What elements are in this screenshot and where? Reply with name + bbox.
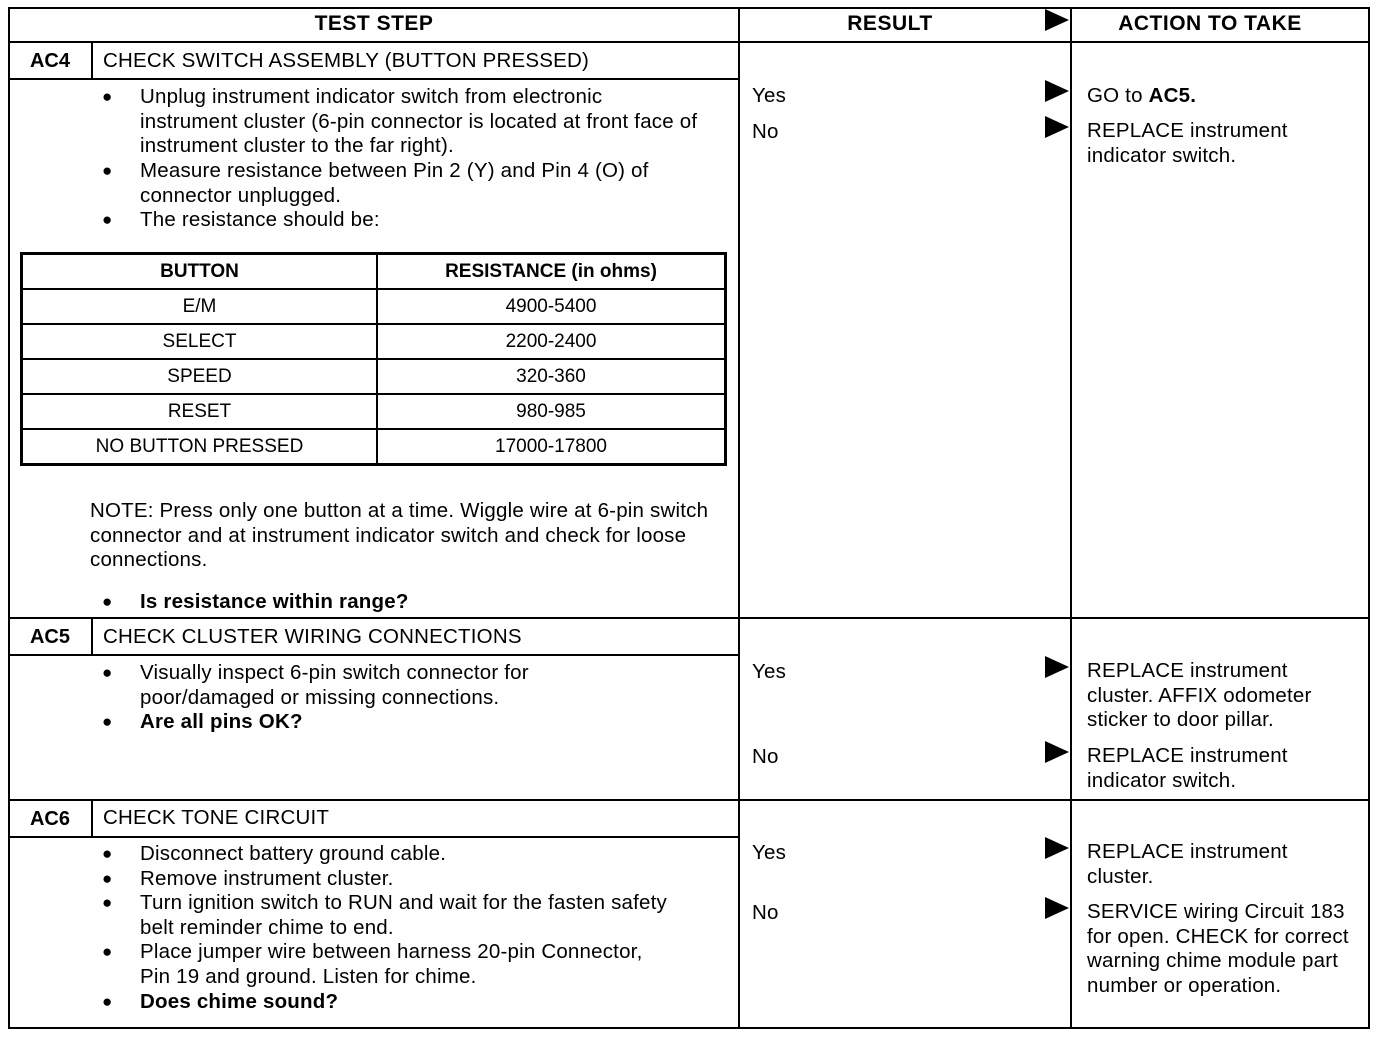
ac4-bullet-3: ● The resistance should be: — [140, 208, 730, 233]
ac4-note: NOTE: Press only one button at a time. Wiggle wire at 6-pin switch connector and at instrument indicator switch and check for loose connections. — [90, 499, 709, 571]
ac5-result-yes: Yes — [752, 660, 787, 683]
ac5-no-arrow-icon — [1045, 741, 1069, 763]
ac4-title-bottom-border — [8, 78, 740, 80]
ac5-action-no: REPLACE instrument indicator switch. — [1087, 744, 1288, 792]
table-header-row — [22, 254, 726, 290]
table-cell-button: NO BUTTON PRESSED — [22, 429, 378, 465]
ac6-result-yes: Yes — [752, 841, 787, 864]
ac5-result-no: No — [752, 745, 779, 768]
result-right-border — [1070, 7, 1072, 1028]
resistance-table — [20, 252, 727, 466]
ac4-bullet-2: ● Measure resistance between Pin 2 (Y) and Pin 4 (O) of connector unplugged. — [140, 159, 710, 208]
ac6-bullet-2: ● Remove instrument cluster. — [140, 867, 730, 892]
ac5-bottom-border — [8, 799, 1370, 801]
ac6-question: ● Does chime sound? — [140, 990, 730, 1015]
table-row — [22, 429, 726, 465]
ac5-title-bottom-border — [8, 654, 740, 656]
right-border — [1368, 7, 1370, 1028]
ac4-action-yes-target: AC5. — [1148, 84, 1197, 107]
table-header-resistance: RESISTANCE (in ohms) — [377, 254, 726, 290]
left-border — [8, 7, 10, 1028]
ac6-action-yes: REPLACE instrument cluster. — [1087, 840, 1288, 888]
header-result: RESULT — [847, 12, 933, 35]
ac6-bullet-4: ● Place jumper wire between harness 20-pin Connector, Pin 19 and ground. Listen for chime. — [140, 940, 670, 989]
ac4-code: AC4 — [29, 50, 70, 72]
ac5-action-yes: REPLACE instrument cluster. AFFIX odometer sticker to door pillar. — [1087, 659, 1312, 731]
ac4-bottom-border — [8, 617, 1370, 619]
ac4-bullet-1: ● Unplug instrument indicator switch from electronic instrument cluster (6-pin connector is located at front face of instrument cluster to the far right). — [140, 85, 700, 159]
ac5-code-divider — [91, 617, 93, 655]
table-cell-resistance: 980-985 — [377, 394, 726, 429]
top-border — [8, 7, 1370, 9]
table-cell-button: E/M — [22, 289, 378, 324]
table-row — [22, 394, 726, 429]
header-bottom-border — [8, 41, 1370, 43]
ac4-question: ● Is resistance within range? — [140, 590, 730, 615]
table-header-button: BUTTON — [22, 254, 378, 290]
table-cell-button: SELECT — [22, 324, 378, 359]
ac4-code-divider — [91, 41, 93, 79]
ac4-title: CHECK SWITCH ASSEMBLY (BUTTON PRESSED) — [103, 49, 590, 72]
table-row — [22, 324, 726, 359]
table-row — [22, 289, 726, 324]
table-cell-button: RESET — [22, 394, 378, 429]
table-row — [22, 359, 726, 394]
ac6-no-arrow-icon — [1045, 897, 1069, 919]
ac6-result-no: No — [752, 901, 779, 924]
table-cell-button: SPEED — [22, 359, 378, 394]
ac5-bullet-1: ● Visually inspect 6-pin switch connector for poor/damaged or missing connections. — [140, 661, 610, 710]
header-arrow-icon — [1045, 9, 1069, 31]
ac6-yes-arrow-icon — [1045, 837, 1069, 859]
ac6-action-no: SERVICE wiring Circuit 183 for open. CHECK for correct warning chime module part number or operation. — [1087, 900, 1349, 997]
ac4-action-no: REPLACE instrument indicator switch. — [1087, 119, 1288, 167]
table-cell-resistance: 4900-5400 — [377, 289, 726, 324]
table-cell-resistance: 17000-17800 — [377, 429, 726, 465]
ac6-bullet-1: ● Disconnect battery ground cable. — [140, 842, 730, 867]
ac4-action-yes — [1087, 84, 1196, 109]
ac4-result-no: No — [752, 120, 779, 143]
page-bottom-border — [8, 1027, 1370, 1029]
test-step-right-border — [738, 7, 740, 1028]
ac4-result-yes: Yes — [752, 84, 787, 107]
ac5-code: AC5 — [29, 626, 70, 648]
table-cell-resistance: 2200-2400 — [377, 324, 726, 359]
table-cell-resistance: 320-360 — [377, 359, 726, 394]
ac6-code-divider — [91, 799, 93, 837]
ac4-yes-arrow-icon — [1045, 80, 1069, 102]
ac6-bullet-3: ● Turn ignition switch to RUN and wait for the fasten safety belt reminder chime to end. — [140, 891, 700, 940]
ac6-title-bottom-border — [8, 836, 740, 838]
ac4-no-arrow-icon — [1045, 116, 1069, 138]
header-test-step: TEST STEP — [314, 12, 434, 35]
ac4-action-yes-prefix: GO to — [1087, 84, 1149, 107]
ac5-question: ● Are all pins OK? — [140, 710, 730, 735]
ac6-code: AC6 — [29, 808, 70, 830]
ac5-title: CHECK CLUSTER WIRING CONNECTIONS — [103, 625, 522, 648]
ac5-yes-arrow-icon — [1045, 656, 1069, 678]
ac6-title: CHECK TONE CIRCUIT — [103, 806, 330, 829]
header-action: ACTION TO TAKE — [1118, 12, 1302, 35]
